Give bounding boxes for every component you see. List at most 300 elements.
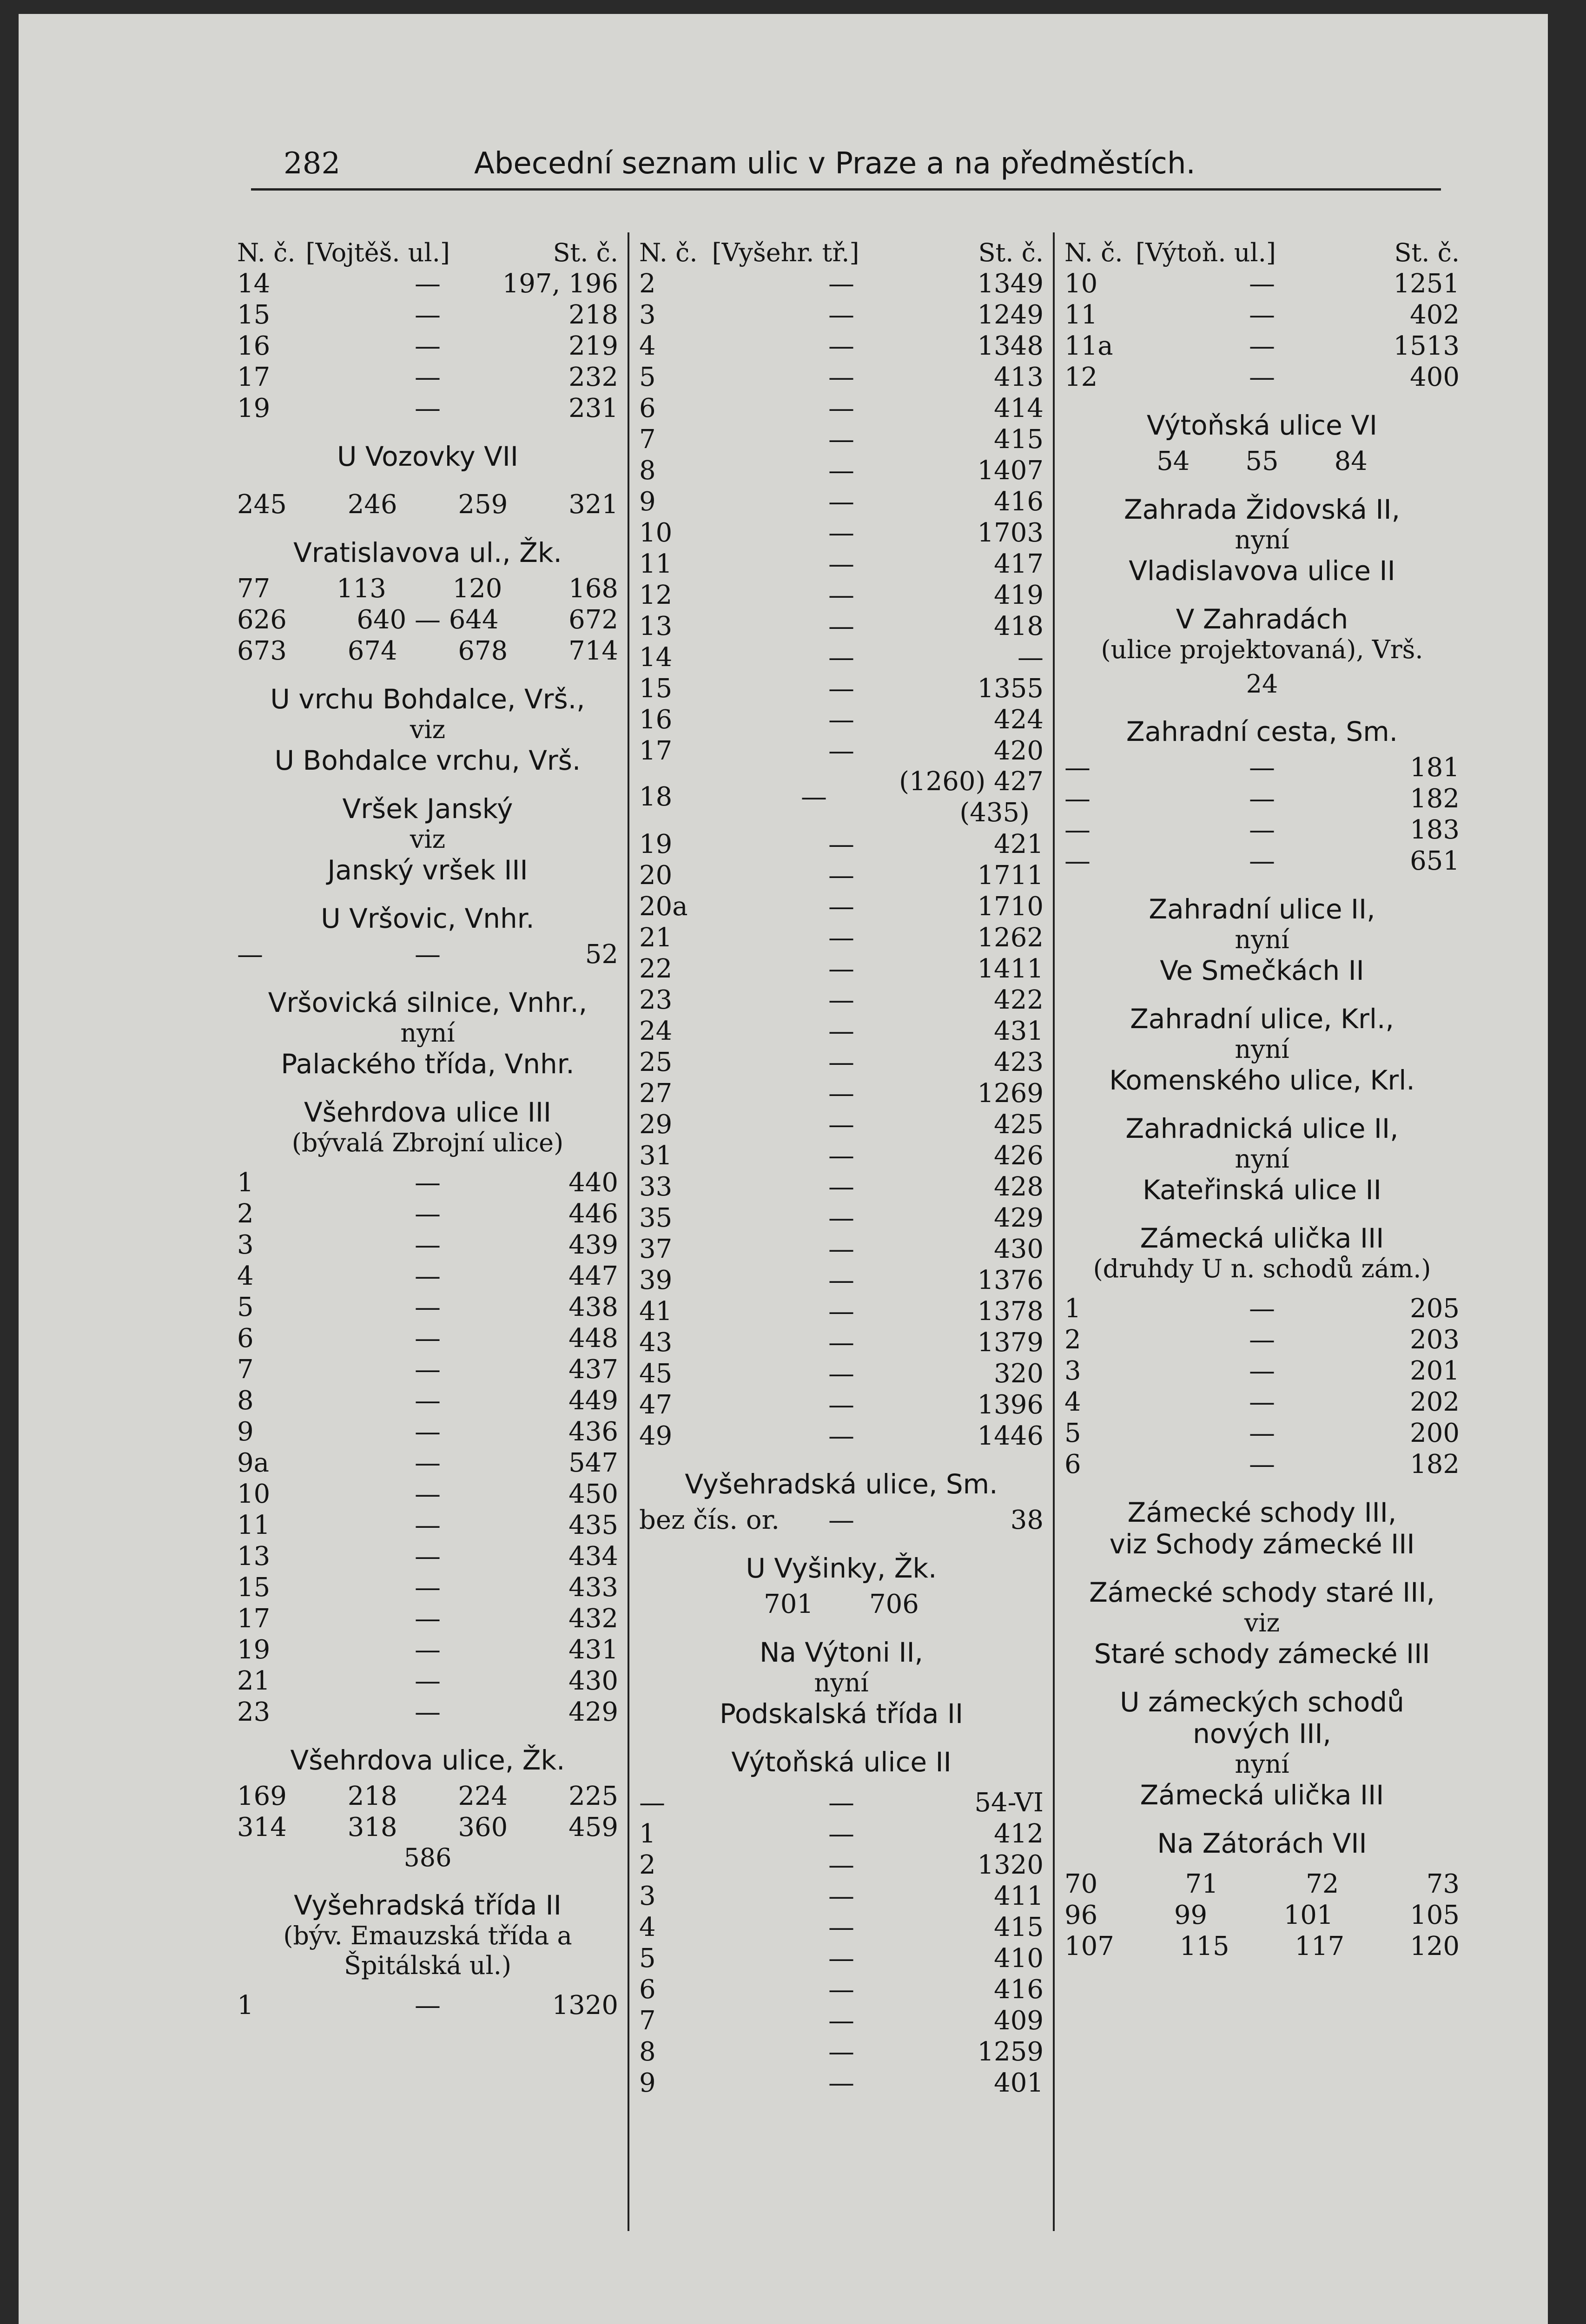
conscription-number: 183 bbox=[1410, 815, 1460, 845]
entry-number: 3 bbox=[639, 300, 656, 330]
separator-dash: — bbox=[415, 1292, 441, 1322]
number-row: 314 318 360 459 bbox=[237, 1812, 618, 1842]
conscription-number: 423 bbox=[994, 1047, 1044, 1077]
separator-dash: — bbox=[828, 954, 854, 984]
table-row bbox=[237, 1541, 618, 1572]
entry-number: 1 bbox=[1064, 1294, 1081, 1324]
conscription-number: 181 bbox=[1410, 753, 1460, 783]
table-row bbox=[639, 330, 1044, 362]
separator-dash: — bbox=[1249, 331, 1275, 361]
conscription-number: 433 bbox=[568, 1572, 618, 1603]
separator-dash: — bbox=[415, 362, 441, 392]
entry-number: 19 bbox=[237, 393, 271, 423]
conscription-number: 401 bbox=[994, 2068, 1044, 2098]
entry-number: 8 bbox=[639, 456, 656, 486]
table-row: — — 52 bbox=[237, 939, 618, 970]
entry-number: 8 bbox=[237, 1386, 254, 1416]
page-number: 282 bbox=[284, 146, 341, 181]
running-title: Abecední seznam ulic v Praze a na předměstích. bbox=[474, 146, 1196, 181]
conscription-number: 439 bbox=[568, 1230, 618, 1260]
entry-number: 39 bbox=[639, 1265, 673, 1295]
separator-dash: — bbox=[828, 1265, 854, 1295]
table-row bbox=[237, 1385, 618, 1416]
table-row bbox=[237, 1634, 618, 1665]
table-row bbox=[639, 1109, 1044, 1140]
table-row bbox=[639, 1358, 1044, 1389]
entry-number: 4 bbox=[639, 331, 656, 361]
conscription-number: 434 bbox=[568, 1541, 618, 1571]
entry-number: 16 bbox=[639, 705, 673, 735]
separator-dash: — bbox=[1249, 784, 1275, 814]
table-row bbox=[639, 829, 1044, 860]
conscription-number: 413 bbox=[994, 362, 1044, 392]
conscription-number: 201 bbox=[1410, 1356, 1460, 1386]
conscription-number: — bbox=[1018, 642, 1044, 673]
conscription-number: 412 bbox=[994, 1819, 1044, 1849]
separator-dash: — bbox=[828, 2068, 854, 2098]
table-row bbox=[639, 1078, 1044, 1109]
conscription-number: 421 bbox=[994, 829, 1044, 859]
entry-number: 6 bbox=[639, 393, 656, 423]
reference-target: U Bohdalce vrchu, Vrš. bbox=[274, 745, 581, 776]
street-title: Zahradnická ulice II, bbox=[1125, 1113, 1399, 1144]
conscription-number: 420 bbox=[994, 736, 1044, 766]
street-title: U Vozovky VII bbox=[337, 441, 518, 472]
reference-target: Podskalská třída II bbox=[719, 1698, 964, 1730]
separator-dash: — bbox=[415, 1510, 441, 1540]
table-row bbox=[1064, 330, 1460, 362]
conscription-number: 437 bbox=[568, 1354, 618, 1385]
table-row bbox=[639, 1296, 1044, 1327]
table-row bbox=[639, 1849, 1044, 1881]
reference-target: Kateřinská ulice II bbox=[1143, 1174, 1381, 1206]
street-title: V Zahradách bbox=[1176, 603, 1348, 635]
conscription-number: 418 bbox=[994, 611, 1044, 641]
entry-number: 37 bbox=[639, 1234, 673, 1264]
conscription-number: 435 bbox=[568, 1510, 618, 1540]
conscription-number: 416 bbox=[994, 1974, 1044, 2005]
separator-dash: — bbox=[828, 891, 854, 922]
street-title: Vratislavova ul., Žk. bbox=[293, 537, 562, 568]
table-row: bez čís. or. — 38 bbox=[639, 1505, 1044, 1535]
reference-target: Vladislavova ulice II bbox=[1129, 555, 1395, 587]
table-row bbox=[639, 735, 1044, 766]
conscription-number: 1349 bbox=[977, 269, 1044, 299]
conscription-number: 436 bbox=[568, 1417, 618, 1447]
entry-number: 15 bbox=[237, 300, 271, 330]
table-row bbox=[639, 891, 1044, 922]
separator-dash: — bbox=[828, 860, 854, 891]
separator-dash: — bbox=[828, 1203, 854, 1233]
conscription-number: 430 bbox=[994, 1234, 1044, 1264]
entry-number: 3 bbox=[237, 1230, 254, 1260]
conscription-number: 1376 bbox=[977, 1265, 1044, 1295]
conscription-number: 1262 bbox=[977, 923, 1044, 953]
entry-number: 16 bbox=[237, 331, 271, 361]
separator-dash: — bbox=[828, 300, 854, 330]
conscription-number: 1355 bbox=[977, 673, 1044, 704]
entry-number: 41 bbox=[639, 1296, 673, 1327]
table-row bbox=[639, 2067, 1044, 2099]
conscription-number: 1703 bbox=[977, 518, 1044, 548]
street-title: Zámecké schody III, bbox=[1127, 1497, 1397, 1528]
conscription-number: 182 bbox=[1410, 1449, 1460, 1479]
entry-number: 43 bbox=[639, 1327, 673, 1358]
separator-dash: — bbox=[828, 1390, 854, 1420]
number-row: 245 246 259 321 bbox=[237, 489, 618, 520]
conscription-number: 1710 bbox=[977, 891, 1044, 922]
table-row bbox=[639, 362, 1044, 393]
separator-dash: — bbox=[828, 1421, 854, 1451]
entry-number: 4 bbox=[639, 1912, 656, 1942]
conscription-number: 1379 bbox=[977, 1327, 1044, 1358]
entry-number: 9 bbox=[639, 2068, 656, 2098]
separator-dash: — bbox=[828, 1078, 854, 1109]
cross-reference: nyní bbox=[1235, 525, 1289, 555]
street-title: Vyšehradská třída II bbox=[294, 1889, 562, 1921]
cross-reference: viz bbox=[410, 825, 446, 854]
table-row bbox=[1064, 1418, 1460, 1449]
table-row bbox=[237, 362, 618, 393]
conscription-number: 218 bbox=[568, 300, 618, 330]
entry-number: 4 bbox=[237, 1261, 254, 1291]
table-row bbox=[639, 486, 1044, 517]
table-row bbox=[1064, 783, 1460, 814]
table-row bbox=[639, 1171, 1044, 1202]
entry-number: — bbox=[1064, 846, 1090, 876]
conscription-number: 1259 bbox=[977, 2037, 1044, 2067]
separator-dash: — bbox=[828, 705, 854, 735]
separator-dash: — bbox=[415, 1199, 441, 1229]
entry-number: 3 bbox=[1064, 1356, 1081, 1386]
separator-dash: — bbox=[1249, 269, 1275, 299]
conscription-number: 54-VI bbox=[974, 1788, 1044, 1818]
separator-dash: — bbox=[828, 393, 854, 423]
separator-dash: — bbox=[1249, 1356, 1275, 1386]
entry-number: 25 bbox=[639, 1047, 673, 1077]
conscription-number: 651 bbox=[1410, 846, 1460, 876]
conscription-number: 1348 bbox=[977, 331, 1044, 361]
entry-number: 7 bbox=[639, 2006, 656, 2036]
conscription-number: 409 bbox=[994, 2006, 1044, 2036]
table-row bbox=[1064, 1293, 1460, 1324]
street-title: Zámecké schody staré III, bbox=[1089, 1577, 1435, 1608]
street-title: Zámecká ulička III bbox=[1140, 1222, 1384, 1254]
separator-dash: — bbox=[415, 1604, 441, 1634]
entry-number: 9 bbox=[639, 487, 656, 517]
table-row bbox=[639, 1787, 1044, 1818]
entry-number: 10 bbox=[1064, 269, 1098, 299]
conscription-number: 547 bbox=[568, 1448, 618, 1478]
conscription-number: 1411 bbox=[977, 954, 1044, 984]
entry-number: 23 bbox=[237, 1697, 271, 1727]
separator-dash: — bbox=[828, 2037, 854, 2067]
conscription-number: 400 bbox=[1410, 362, 1460, 392]
entry-number: 17 bbox=[639, 736, 673, 766]
table-row bbox=[639, 922, 1044, 953]
conscription-number: 415 bbox=[994, 1912, 1044, 1942]
entry-number: 31 bbox=[639, 1141, 673, 1171]
separator-dash: — bbox=[1249, 1418, 1275, 1448]
table-row bbox=[237, 1665, 618, 1697]
column-1 bbox=[237, 237, 618, 2021]
entry-number: 49 bbox=[639, 1421, 673, 1451]
conscription-number: 1407 bbox=[977, 456, 1044, 486]
separator-dash: — bbox=[415, 300, 441, 330]
entry-number: 10 bbox=[237, 1479, 271, 1509]
separator-dash: — bbox=[828, 331, 854, 361]
table-row bbox=[639, 1265, 1044, 1296]
separator-dash: — bbox=[415, 1572, 441, 1603]
separator-dash: — bbox=[828, 1234, 854, 1264]
table-row bbox=[639, 1974, 1044, 2005]
entry-number: 9 bbox=[237, 1417, 254, 1447]
table-row bbox=[237, 1198, 618, 1229]
entry-number: 24 bbox=[639, 1016, 673, 1046]
entry-number: 5 bbox=[1064, 1418, 1081, 1448]
table-row bbox=[237, 330, 618, 362]
entry-number: 11a bbox=[1064, 331, 1113, 361]
separator-dash: — bbox=[828, 549, 854, 579]
separator-dash: — bbox=[415, 269, 441, 299]
separator-dash: — bbox=[415, 1168, 441, 1198]
conscription-number: 419 bbox=[994, 580, 1044, 610]
street-title: Zahradní ulice II, bbox=[1149, 893, 1375, 925]
entry-number: 19 bbox=[639, 829, 673, 859]
table-row bbox=[639, 1943, 1044, 1974]
table-row bbox=[639, 517, 1044, 548]
conscription-number: 219 bbox=[568, 331, 618, 361]
entry-number: 1 bbox=[639, 1819, 656, 1849]
street-note: Špitálská ul.) bbox=[344, 1951, 512, 1980]
table-row bbox=[639, 611, 1044, 642]
entry-number: 2 bbox=[1064, 1325, 1081, 1355]
separator-dash: — bbox=[828, 829, 854, 859]
cross-reference: nyní bbox=[400, 1018, 455, 1048]
entry-number: 15 bbox=[237, 1572, 271, 1603]
table-row bbox=[639, 2005, 1044, 2036]
number-row: 169 218 224 225 bbox=[237, 1781, 618, 1811]
table-row bbox=[1064, 1355, 1460, 1386]
separator-dash: — bbox=[828, 424, 854, 455]
cross-reference: nyní bbox=[1235, 1750, 1289, 1779]
separator-dash: — bbox=[1249, 753, 1275, 783]
conscription-number: 432 bbox=[568, 1604, 618, 1634]
column-3 bbox=[1064, 237, 1460, 1962]
conscription-number: 200 bbox=[1410, 1418, 1460, 1448]
entry-number: 20 bbox=[639, 860, 673, 891]
conscription-number: 414 bbox=[994, 393, 1044, 423]
entry-number: 12 bbox=[1064, 362, 1098, 392]
table-row bbox=[639, 2036, 1044, 2067]
separator-dash: — bbox=[828, 923, 854, 953]
entry-number: 2 bbox=[237, 1199, 254, 1229]
street-title: Vršovická silnice, Vnhr., bbox=[268, 987, 588, 1018]
conscription-number: 411 bbox=[994, 1881, 1044, 1911]
table-row bbox=[237, 1229, 618, 1261]
street-title: Všehrdova ulice, Žk. bbox=[290, 1744, 565, 1776]
separator-dash: — bbox=[828, 487, 854, 517]
street-title: Vršek Janský bbox=[342, 793, 513, 825]
table-row bbox=[1064, 1386, 1460, 1418]
table-row bbox=[1064, 1449, 1460, 1480]
separator-dash: — bbox=[828, 269, 854, 299]
entry-number: 6 bbox=[237, 1323, 254, 1353]
conscription-number: 417 bbox=[994, 549, 1044, 579]
entry-number: 1 bbox=[237, 1168, 254, 1198]
street-title: Výtoňská ulice VI bbox=[1147, 409, 1377, 441]
conscription-number: 428 bbox=[994, 1172, 1044, 1202]
conscription-number: 425 bbox=[994, 1109, 1044, 1140]
table-row bbox=[639, 1016, 1044, 1047]
table-row bbox=[639, 548, 1044, 580]
conscription-number: 438 bbox=[568, 1292, 618, 1322]
separator-dash: — bbox=[415, 1448, 441, 1478]
column-header: N. č. [Výtoň. ul.] St. č. bbox=[1064, 238, 1460, 267]
separator-dash: — bbox=[828, 673, 854, 704]
separator-dash: — bbox=[828, 1109, 854, 1140]
street-note: (býv. Emauzská třída a bbox=[283, 1921, 572, 1950]
table-row bbox=[639, 1912, 1044, 1943]
street-title: Zahradní cesta, Sm. bbox=[1126, 716, 1398, 747]
entry-number: 21 bbox=[237, 1666, 271, 1696]
table-row bbox=[237, 268, 618, 299]
conscription-number: 431 bbox=[994, 1016, 1044, 1046]
column-header: N. č. [Vojtěš. ul.] St. č. bbox=[237, 238, 618, 267]
conscription-number: 1269 bbox=[977, 1078, 1044, 1109]
street-title: U Vršovic, Vnhr. bbox=[321, 903, 535, 934]
table-row bbox=[1064, 299, 1460, 330]
entry-number: 20a bbox=[639, 891, 688, 922]
separator-dash: — bbox=[828, 1912, 854, 1942]
separator-dash: — bbox=[1249, 1387, 1275, 1417]
street-title: Na Zátorách VII bbox=[1157, 1828, 1367, 1859]
table-row bbox=[639, 1881, 1044, 1912]
cross-reference: nyní bbox=[1235, 1035, 1289, 1064]
separator-dash: — bbox=[828, 456, 854, 486]
table-row bbox=[1064, 1324, 1460, 1355]
table-row bbox=[639, 953, 1044, 984]
entry-number: 14 bbox=[237, 269, 271, 299]
table-row bbox=[1064, 268, 1460, 299]
entry-number: 27 bbox=[639, 1078, 673, 1109]
separator-dash: — bbox=[828, 1172, 854, 1202]
street-title: nových III, bbox=[1193, 1718, 1331, 1750]
table-row bbox=[237, 1697, 618, 1728]
street-title: Zahrada Židovská II, bbox=[1123, 494, 1401, 525]
conscription-number: 431 bbox=[568, 1635, 618, 1665]
separator-dash: — bbox=[1249, 1325, 1275, 1355]
entry-number: 45 bbox=[639, 1359, 673, 1389]
entry-number: — bbox=[639, 1788, 665, 1818]
table-row bbox=[237, 1354, 618, 1385]
separator-dash: — bbox=[828, 518, 854, 548]
table-row bbox=[639, 860, 1044, 891]
separator-dash: — bbox=[415, 1635, 441, 1665]
table-row bbox=[1064, 814, 1460, 845]
table-row bbox=[639, 1420, 1044, 1452]
entry-number: 5 bbox=[237, 1292, 254, 1322]
conscription-number: 320 bbox=[994, 1359, 1044, 1389]
street-title: U Vyšinky, Žk. bbox=[746, 1552, 937, 1584]
separator-dash: — bbox=[828, 1327, 854, 1358]
separator-dash: — bbox=[1249, 846, 1275, 876]
column-divider bbox=[1053, 232, 1055, 2231]
number-row: 70 71 72 73 bbox=[1064, 1869, 1460, 1899]
separator-dash: — bbox=[415, 1230, 441, 1260]
entry-number: 11 bbox=[639, 549, 673, 579]
street-title: Výtoňská ulice II bbox=[731, 1746, 952, 1778]
table-row bbox=[639, 424, 1044, 455]
table-row bbox=[639, 1140, 1044, 1171]
number-row: 24 bbox=[1246, 669, 1278, 699]
separator-dash: — bbox=[828, 1016, 854, 1046]
separator-dash: — bbox=[415, 1261, 441, 1291]
entry-number: 9a bbox=[237, 1448, 270, 1478]
conscription-number: 416 bbox=[994, 487, 1044, 517]
conscription-number: 202 bbox=[1410, 1387, 1460, 1417]
entry-number: 11 bbox=[1064, 300, 1098, 330]
separator-dash: — bbox=[415, 1417, 441, 1447]
column-2 bbox=[639, 237, 1044, 2099]
conscription-number: 430 bbox=[568, 1666, 618, 1696]
conscription-number: 1446 bbox=[977, 1421, 1044, 1451]
conscription-number: 1249 bbox=[977, 300, 1044, 330]
conscription-number: 1711 bbox=[977, 860, 1044, 891]
entry-number: 12 bbox=[639, 580, 673, 610]
conscription-number: 448 bbox=[568, 1323, 618, 1353]
table-row bbox=[639, 673, 1044, 704]
conscription-number: 231 bbox=[568, 393, 618, 423]
number-row: 586 bbox=[403, 1843, 452, 1872]
cross-reference: viz bbox=[1244, 1608, 1280, 1637]
street-note: (druhdy U n. schodů zám.) bbox=[1093, 1254, 1431, 1283]
cross-reference: nyní bbox=[1235, 1144, 1289, 1174]
cross-reference: nyní bbox=[814, 1668, 869, 1697]
separator-dash: — bbox=[828, 642, 854, 673]
entry-number: 2 bbox=[639, 269, 656, 299]
number-row: 626 640 — 644 672 bbox=[237, 605, 618, 635]
document-page bbox=[19, 14, 1548, 2324]
street-title: Zahradní ulice, Krl., bbox=[1130, 1003, 1394, 1035]
conscription-number: 1396 bbox=[977, 1390, 1044, 1420]
table-row bbox=[237, 1292, 618, 1323]
conscription-number: 450 bbox=[568, 1479, 618, 1509]
separator-dash: — bbox=[1249, 1294, 1275, 1324]
separator-dash: — bbox=[415, 1697, 441, 1727]
number-row: 54 55 84 bbox=[1156, 446, 1368, 476]
reference-target: Zámecká ulička III bbox=[1140, 1779, 1384, 1811]
conscription-number: 402 bbox=[1410, 300, 1460, 330]
entry-number: 7 bbox=[237, 1354, 254, 1385]
conscription-number: 232 bbox=[568, 362, 618, 392]
separator-dash: — bbox=[415, 331, 441, 361]
column-divider bbox=[628, 232, 629, 2231]
separator-dash: — bbox=[1249, 362, 1275, 392]
separator-dash: — bbox=[828, 1788, 854, 1818]
reference-target: Ve Smečkách II bbox=[1160, 955, 1364, 986]
table-row bbox=[237, 1572, 618, 1603]
entry-number: 5 bbox=[639, 362, 656, 392]
conscription-number: 410 bbox=[994, 1943, 1044, 1974]
table-row bbox=[237, 393, 618, 424]
entry-number: 47 bbox=[639, 1390, 673, 1420]
separator-dash: — bbox=[415, 1323, 441, 1353]
table-row bbox=[237, 1261, 618, 1292]
entry-number: 3 bbox=[639, 1881, 656, 1911]
entry-number: — bbox=[1064, 815, 1090, 845]
column-header: N. č. [Vyšehr. tř.] St. č. bbox=[639, 238, 1044, 267]
